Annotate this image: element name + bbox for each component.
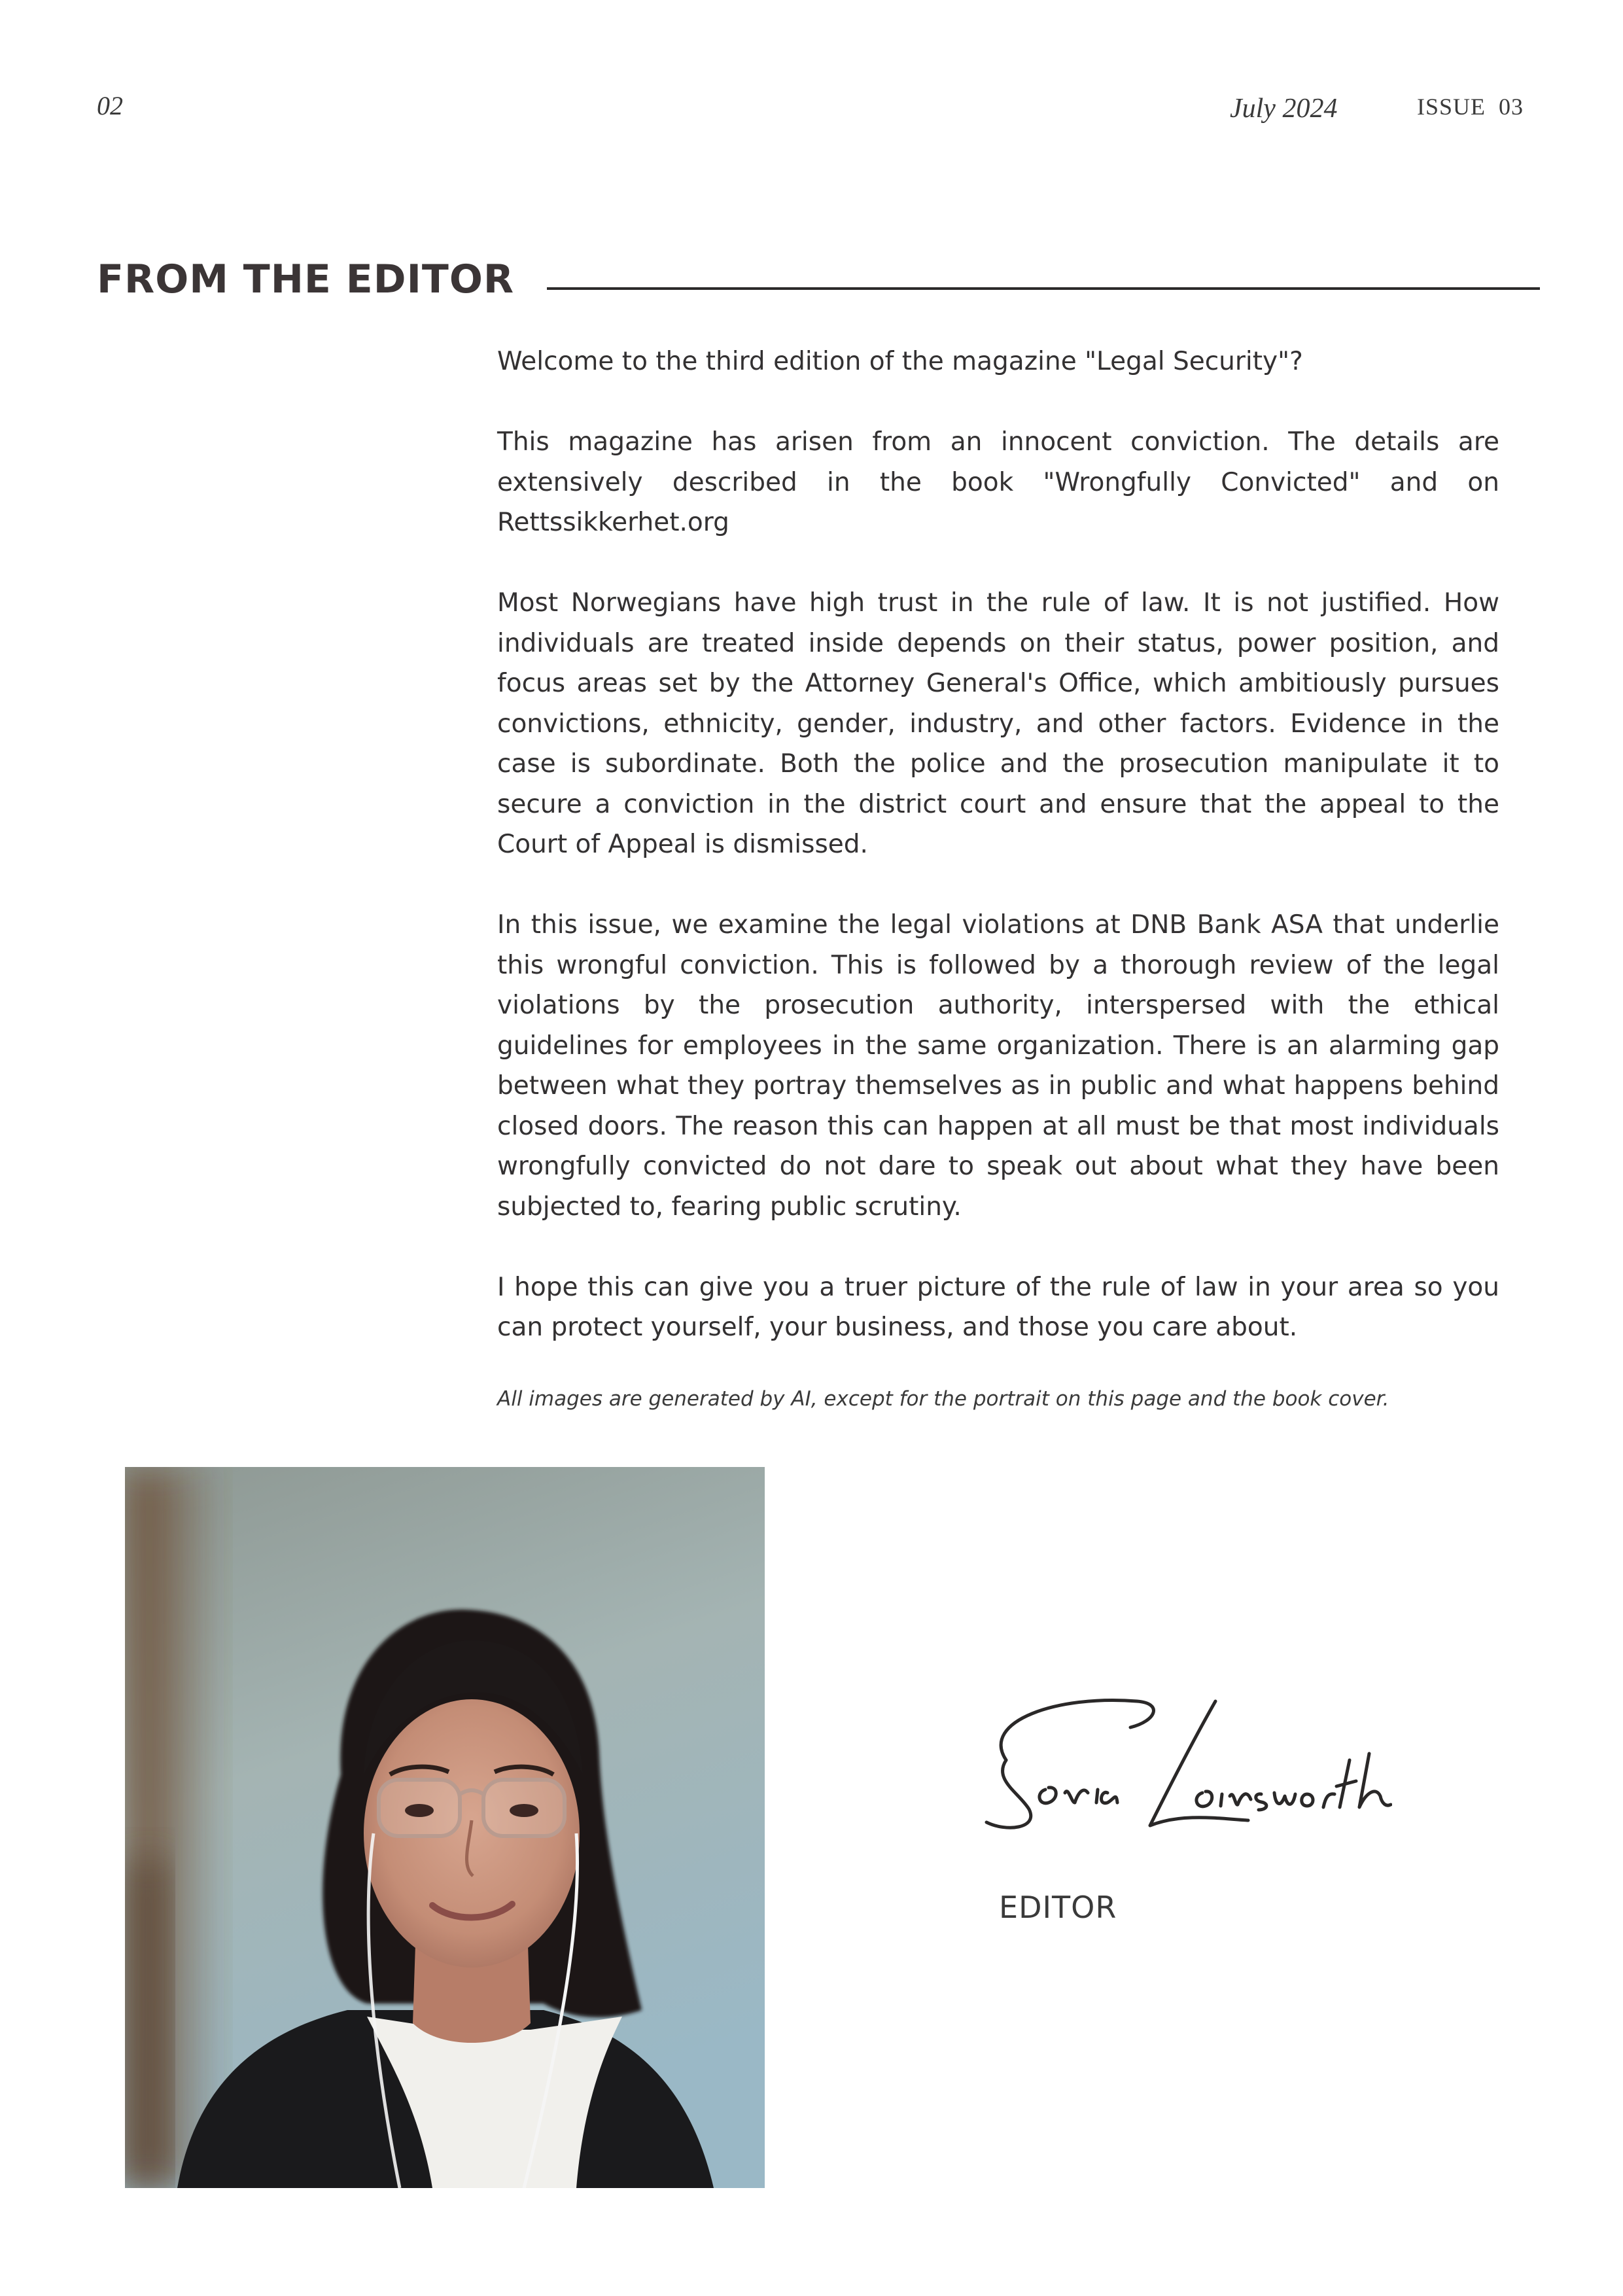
editor-portrait-photo [125, 1467, 765, 2188]
editor-signature [967, 1682, 1392, 1845]
image-disclaimer: All images are generated by AI, except for the portrait on this page and the book cover. [497, 1387, 1389, 1411]
title-rule-divider [547, 287, 1540, 290]
paragraph-trust: Most Norwegians have high trust in the rule of law. It is not justified. How individuals are treated inside depends on their status, power position, and focus areas set by the Attorney General's Office, which ambitiously pursues convictions, ethnicity, gender, industry, and other factors. Evidence in the case is subordinate. Both the police and the prosecution manipulate it to secure a conviction in the district court and ensure that the appeal to the Court of Appeal is dismissed. [497, 588, 1499, 859]
page-number: 02 [97, 91, 123, 120]
paragraph-welcome: Welcome to the third edition of the magazine "Legal Security"? [497, 347, 1303, 376]
issue-number: ISSUE 03 [1417, 94, 1524, 120]
paragraph-closing: I hope this can give you a truer picture of the rule of law in your area so you can protect yourself, your business, and those you care about. [497, 1272, 1499, 1342]
paragraph-this-issue: In this issue, we examine the legal violations at DNB Bank ASA that underlie this wrongful conviction. This is followed by a thorough review of the legal violations by the prosecution authority, interspersed with the ethical guidelines for employees in the same organization. There is an alarming gap between what they portray themselves as in public and what happens behind closed doors. The reason this can happen at all must be that most individuals wrongfully convicted do not dare to speak out about what they have been subjected to, fearing public scrutiny. [497, 910, 1499, 1222]
section-title: FROM THE EDITOR [97, 256, 515, 302]
editor-letter-body [497, 342, 1499, 1348]
signature-role: EDITOR [999, 1890, 1117, 1925]
paragraph-origin: This magazine has arisen from an innocent conviction. The details are extensively described in the book "Wrongfully Convicted" and on Rettssikkerhet.org [497, 427, 1499, 537]
issue-date: July 2024 [1230, 94, 1338, 124]
